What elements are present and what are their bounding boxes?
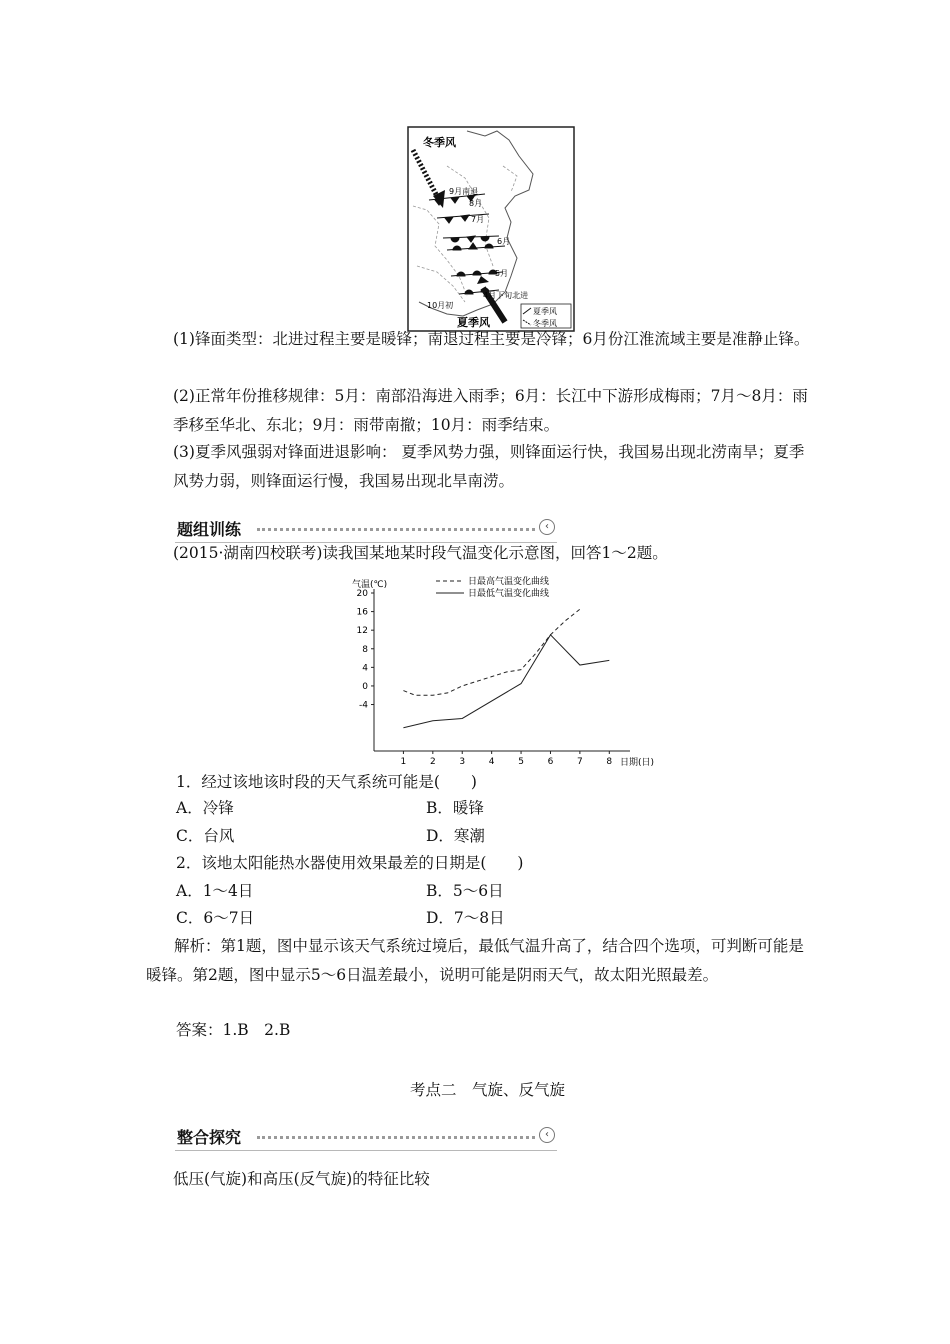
q2-option-a[interactable]: A．1～4日 — [176, 882, 254, 900]
svg-text:9月南退: 9月南退 — [449, 187, 479, 196]
svg-text:夏季风: 夏季风 — [533, 307, 557, 316]
winter-monsoon-label: 冬季风 — [423, 136, 456, 149]
chevron-left-icon: ‹ — [539, 519, 555, 535]
x-tick-label: 6 — [547, 757, 554, 767]
svg-text:10月初: 10月初 — [427, 301, 454, 310]
legend-label: 日最高气温变化曲线 — [468, 577, 550, 587]
svg-text:5月: 5月 — [495, 269, 509, 278]
section-header-practice — [175, 517, 557, 543]
x-tick-label: 1 — [400, 757, 407, 767]
series-line-max-temp — [403, 609, 579, 695]
monsoon-front-map — [407, 126, 575, 332]
x-tick-label: 3 — [459, 757, 466, 767]
paragraph-monsoon-effect: (3)夏季风强弱对锋面进退影响： 夏季风势力强，则锋面运行快，我国易出现北涝南旱；夏季风势力弱，则锋面运行慢，我国易出现北旱南涝。 — [173, 443, 805, 490]
question-1: 1．经过该地该时段的天气系统可能是( ) — [176, 773, 477, 791]
section-title: 题组训练 — [177, 520, 242, 539]
q1-option-b[interactable]: B．暖锋 — [426, 799, 484, 817]
y-tick-label: 0 — [362, 681, 368, 692]
y-tick-label: 4 — [362, 663, 368, 674]
paragraph-movement-pattern: (2)正常年份推移规律：5月：南部沿海进入雨季；6月：长江中下游形成梅雨；7月～8月：雨季移至华北、东北；9月：雨带南撤；10月：雨季结束。 — [173, 387, 808, 434]
q1-option-c[interactable]: C．台风 — [176, 827, 235, 845]
series-line-min-temp — [403, 635, 609, 728]
y-tick-label: 16 — [356, 607, 368, 618]
question-intro: (2015·湖南四校联考)读我国某地某时段气温变化示意图，回答1～2题。 — [173, 544, 668, 562]
q1-option-d[interactable]: D．寒潮 — [426, 827, 485, 845]
y-axis-label: 气温(℃) — [352, 580, 388, 590]
legend-label: 日最低气温变化曲线 — [468, 589, 550, 599]
comparison-intro: 低压(气旋)和高压(反气旋)的特征比较 — [173, 1170, 430, 1188]
dotted-rule — [257, 528, 535, 531]
question-2: 2．该地太阳能热水器使用效果最差的日期是( ) — [176, 854, 524, 872]
q2-option-d[interactable]: D．7～8日 — [426, 909, 505, 927]
temperature-chart — [340, 573, 655, 773]
summer-monsoon-label: 夏季风 — [457, 316, 490, 329]
section-header-explore — [175, 1125, 557, 1151]
x-axis-label: 日期(日) — [620, 758, 655, 768]
svg-text:6月: 6月 — [497, 237, 511, 246]
answer-text: 答案：1.B 2.B — [176, 1021, 291, 1039]
q2-option-c[interactable]: C．6～7日 — [176, 909, 255, 927]
svg-text:7月: 7月 — [471, 215, 485, 224]
svg-text:4月下旬北进: 4月下旬北进 — [483, 291, 529, 300]
y-tick-label: 12 — [356, 626, 368, 637]
x-tick-label: 2 — [429, 757, 436, 767]
x-tick-label: 4 — [488, 757, 495, 767]
y-tick-label: -4 — [359, 700, 368, 711]
kaodian-title: 考点二 气旋、反气旋 — [410, 1081, 566, 1099]
analysis-text: 解析：第1题，图中显示该天气系统过境后，最低气温升高了，结合四个选项，可判断可能是暖锋。第2题，图中显示5～6日温差最小，说明可能是阴雨天气，故太阳光照最差。 — [146, 937, 804, 984]
x-tick-label: 7 — [577, 757, 583, 767]
dotted-rule — [257, 1136, 535, 1139]
q1-option-a[interactable]: A．冷锋 — [176, 799, 234, 817]
chevron-left-icon: ‹ — [539, 1127, 555, 1143]
y-tick-label: 20 — [356, 589, 368, 599]
x-tick-label: 5 — [518, 757, 524, 767]
svg-text:8月: 8月 — [469, 199, 483, 208]
paragraph-front-type: (1)锋面类型：北进过程主要是暖锋；南退过程主要是冷锋；6月份江淮流域主要是准静止锋。 — [173, 330, 810, 348]
section-title: 整合探究 — [177, 1128, 242, 1147]
x-tick-label: 8 — [606, 757, 613, 767]
svg-text:冬季风: 冬季风 — [533, 319, 557, 328]
q2-option-b[interactable]: B．5～6日 — [426, 882, 504, 900]
y-tick-label: 8 — [362, 644, 368, 655]
